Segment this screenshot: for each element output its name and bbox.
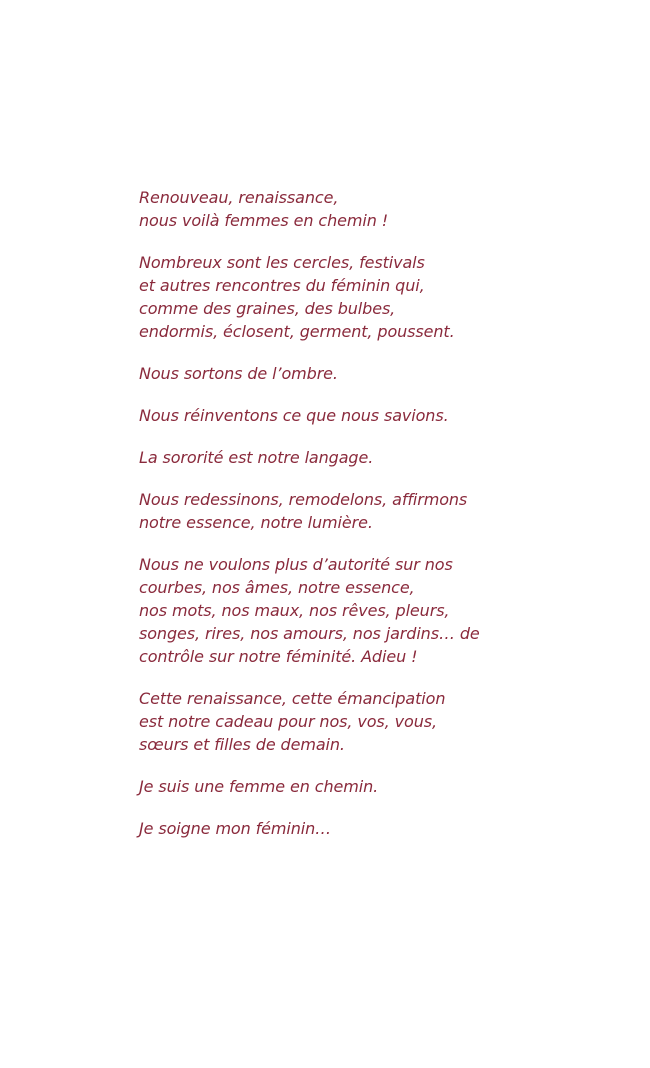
stanza-2 [139, 251, 619, 343]
poem-line: Cette renaissance, cette émancipation [139, 689, 446, 708]
poem-line: comme des graines, des bulbes, [139, 299, 396, 318]
stanza-6 [139, 488, 619, 534]
poem-line: notre essence, notre lumière. [139, 513, 373, 532]
poem-line: courbes, nos âmes, notre essence, [139, 578, 415, 597]
poem-line: Nous redessinons, remodelons, affirmons [139, 490, 468, 509]
stanza-10 [139, 817, 619, 840]
stanza-4 [139, 404, 619, 427]
stanza-7 [139, 553, 619, 668]
stanza-1 [139, 186, 619, 232]
poem-line: et autres rencontres du féminin qui, [139, 276, 425, 295]
poem-line: Nous sortons de l’ombre. [139, 364, 338, 383]
poem-line: nos mots, nos maux, nos rêves, pleurs, [139, 601, 450, 620]
poem-line: nous voilà femmes en chemin ! [139, 211, 389, 230]
stanza-9 [139, 775, 619, 798]
stanza-3 [139, 362, 619, 385]
poem-line: contrôle sur notre féminité. Adieu ! [139, 647, 418, 666]
poem-line: sœurs et filles de demain. [139, 735, 345, 754]
poem-line: Nombreux sont les cercles, festivals [139, 253, 425, 272]
poem-line: Renouveau, renaissance, [139, 188, 339, 207]
stanza-8 [139, 687, 619, 756]
poem-line: La sororité est notre langage. [139, 448, 374, 467]
poem-line: Nous réinventons ce que nous savions. [139, 406, 449, 425]
poem-line: est notre cadeau pour nos, vos, vous, [139, 712, 437, 731]
stanza-5 [139, 446, 619, 469]
poem-line: Je suis une femme en chemin. [139, 777, 379, 796]
poem-line: endormis, éclosent, germent, poussent. [139, 322, 455, 341]
poem-line: songes, rires, nos amours, nos jardins… de [139, 624, 480, 643]
poem-text [139, 186, 619, 859]
poem-line: Nous ne voulons plus d’autorité sur nos [139, 555, 453, 574]
poem-line: Je soigne mon féminin… [139, 819, 332, 838]
